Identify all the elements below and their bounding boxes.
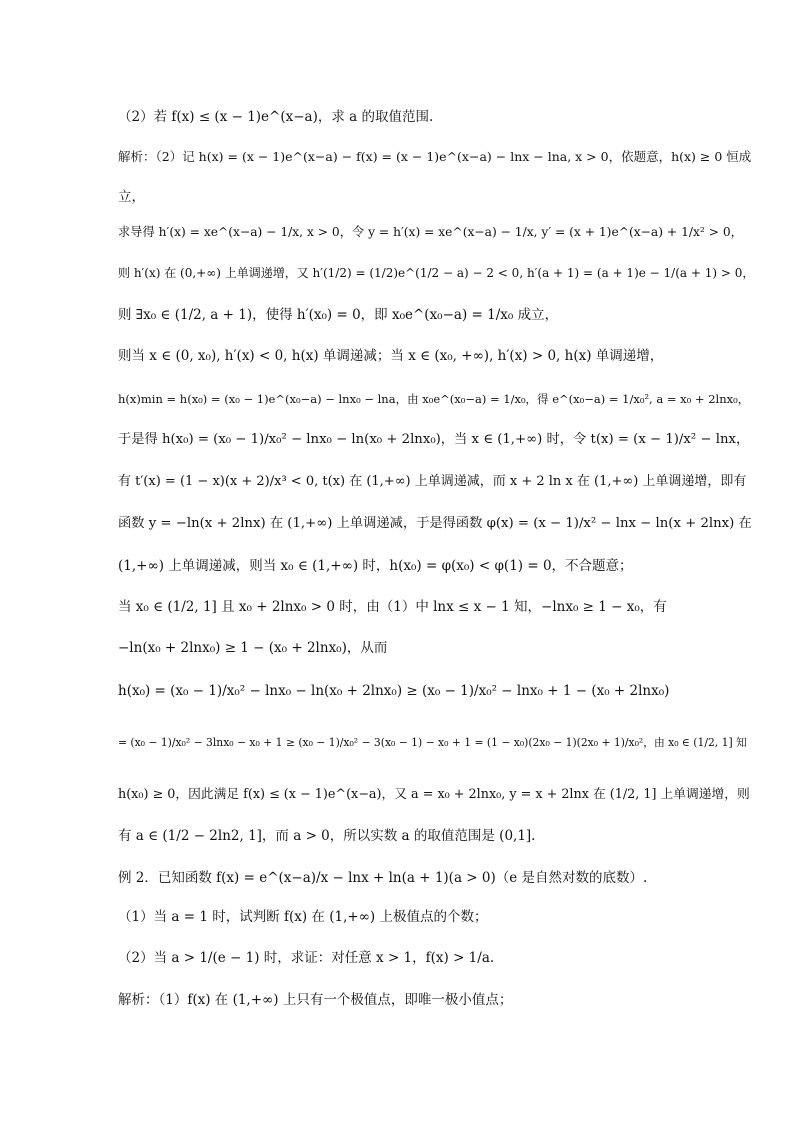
text-line: （1）当 a = 1 时，试判断 f(x) 在 (1,+∞) 上极值点的个数； (118, 909, 488, 925)
text-line: 例 2．已知函数 f(x) = e^(x−a)/x − lnx + ln(a + 1)(a > 0)（e 是自然对数的底数）. (118, 870, 648, 886)
text-line: 有 a ∈ (1/2 − 2ln2, 1]，而 a > 0，所以实数 a 的取值范围是 (0,1]. (118, 828, 536, 844)
text-line: 解析：（2）记 h(x) = (x − 1)e^(x−a) − f(x) = (x − 1)e^(x−a) − lnx − lna, x > 0，依题意，h(x) ≥ 0 恒成 (118, 149, 752, 164)
text-line: 解析：（1）f(x) 在 (1,+∞) 上只有一个极值点，即唯一极小值点； (118, 992, 513, 1008)
text-line: 则当 x ∈ (0, x₀), h′(x) < 0, h(x) 单调递减；当 x ∈ (x₀, +∞), h′(x) > 0, h(x) 单调递增， (118, 348, 664, 364)
text-line: 立， (118, 189, 145, 205)
text-line: −ln(x₀ + 2lnx₀) ≥ 1 − (x₀ + 2lnx₀)，从而 (118, 640, 388, 656)
text-line: （2）当 a > 1/(e − 1) 时，求证：对任意 x > 1，f(x) > 1/a. (118, 950, 495, 966)
text-line: 则 ∃x₀ ∈ (1/2, a + 1)，使得 h′(x₀) = 0，即 x₀e^(x₀−a) = 1/x₀ 成立， (118, 307, 559, 323)
text-line: 当 x₀ ∈ (1/2, 1] 且 x₀ + 2lnx₀ > 0 时，由（1）中 lnx ≤ x − 1 知，−lnx₀ ≥ 1 − x₀，有 (118, 599, 667, 615)
text-line: h(x)min = h(x₀) = (x₀ − 1)e^(x₀−a) − lnx₀ − lna，由 x₀e^(x₀−a) = 1/x₀，得 e^(x₀−a) = 1/x₀², a = x₀ + 2lnx₀， (118, 392, 750, 406)
text-line: 有 t′(x) = (1 − x)(x + 2)/x³ < 0, t(x) 在 (1,+∞) 上单调递减，而 x + 2 ln x 在 (1,+∞) 上单调递增，即有 (118, 474, 747, 489)
text-line: 则 h′(x) 在 (0,+∞) 上单调递增，又 h′(1/2) = (1/2)e^(1/2 − a) − 2 < 0, h′(a + 1) = (a + 1)e − 1/(a + 1) > 0， (118, 266, 755, 280)
text-line: 求导得 h′(x) = xe^(x−a) − 1/x, x > 0，令 y = h′(x) = xe^(x−a) − 1/x, y′ = (x + 1)e^(x−a) + 1/x² > 0， (118, 225, 743, 239)
text-line: = (x₀ − 1)/x₀² − 3lnx₀ − x₀ + 1 ≥ (x₀ − 1)/x₀² − 3(x₀ − 1) − x₀ + 1 = (1 − x₀)(2x₀ − 1)(2x₀ + 1)/x₀²，由 x₀ ∈ (1/2, 1] 知 (118, 736, 747, 749)
text-line: 于是得 h(x₀) = (x₀ − 1)/x₀² − lnx₀ − ln(x₀ + 2lnx₀)，当 x ∈ (1,+∞) 时，令 t(x) = (x − 1)/x² − lnx， (118, 432, 750, 447)
text-line: 函数 y = −ln(x + 2lnx) 在 (1,+∞) 上单调递减，于是得函数 φ(x) = (x − 1)/x² − lnx − ln(x + 2lnx) 在 (118, 516, 752, 531)
text-line: （2）若 f(x) ≤ (x − 1)e^(x−a)，求 a 的取值范围. (118, 109, 434, 125)
text-line: h(x₀) = (x₀ − 1)/x₀² − lnx₀ − ln(x₀ + 2lnx₀) ≥ (x₀ − 1)/x₀² − lnx₀ + 1 − (x₀ + 2lnx₀) (118, 683, 670, 699)
text-line: (1,+∞) 上单调递减，则当 x₀ ∈ (1,+∞) 时，h(x₀) = φ(x₀) < φ(1) = 0，不合题意； (118, 558, 633, 574)
text-line: h(x₀) ≥ 0，因此满足 f(x) ≤ (x − 1)e^(x−a)，又 a = x₀ + 2lnx₀, y = x + 2lnx 在 (1/2, 1] 上单调递增，则 (118, 787, 750, 802)
